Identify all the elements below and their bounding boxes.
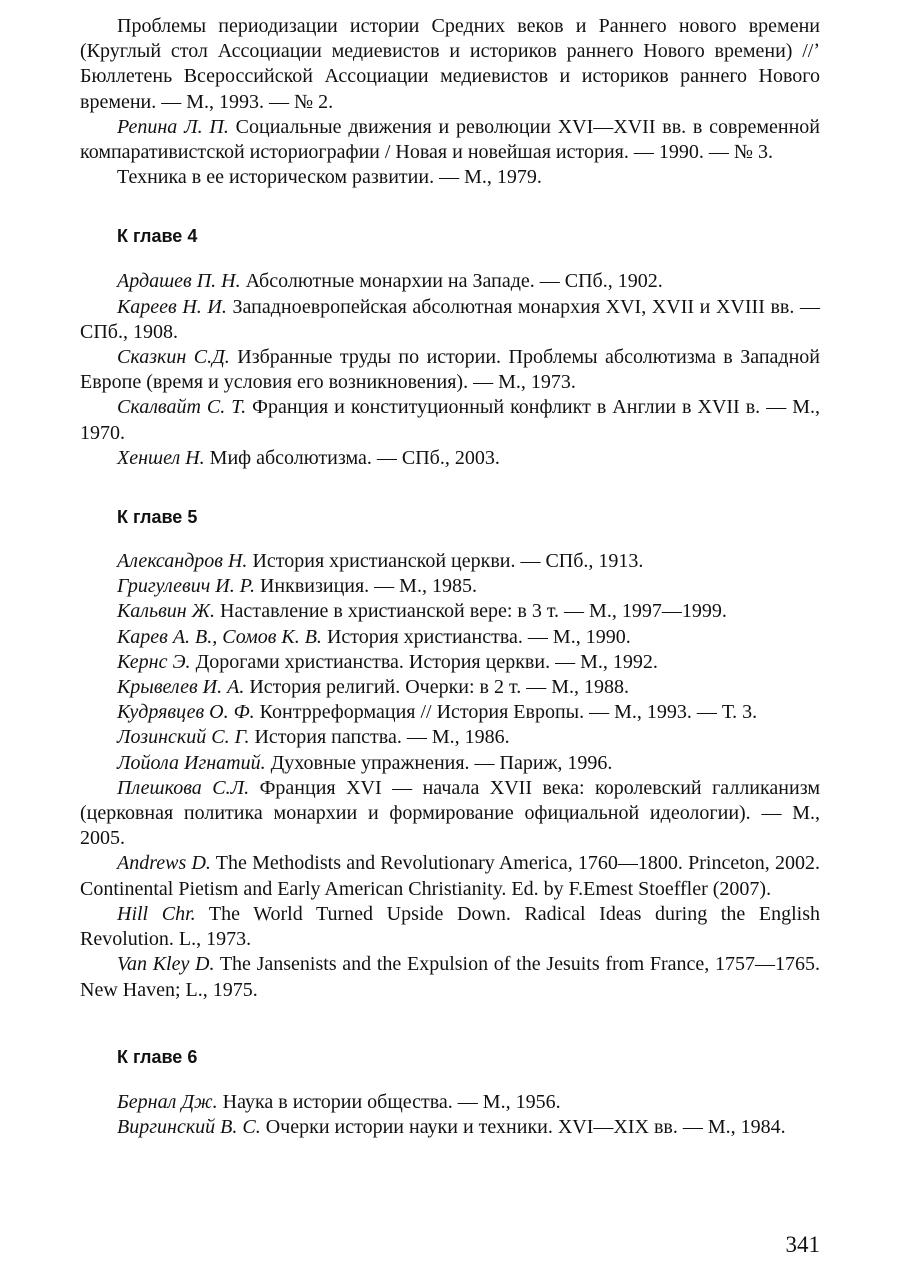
bibliography-entry <box>80 14 820 115</box>
section-chapter-5 <box>80 507 820 1003</box>
bibliography-entry <box>80 1115 820 1140</box>
bibliography-entry <box>80 446 820 471</box>
entry-author: Лозинский С. Г. <box>117 726 250 749</box>
entry-author: Виргинский В. С. <box>117 1115 261 1138</box>
bibliography-entry <box>80 625 820 650</box>
entry-author: Карев А. В., Сомов К. В. <box>117 625 322 648</box>
section-intro <box>80 14 820 190</box>
entry-text: История христианства. — М., 1990. <box>321 625 631 648</box>
entry-author: Andrews D. <box>117 852 211 875</box>
entry-author: Плешкова С.Л. <box>117 776 250 799</box>
entry-text: Социальные движения и революции XVI—XVII вв. в современной компаративистской историографии / Новая и новейшая история. — 1990. — № 3. <box>80 115 821 164</box>
bibliography-entry <box>80 776 820 852</box>
bibliography-entry <box>80 1090 820 1115</box>
entry-text: Западноевропейская абсолютная монархия XVI, XVII и XVIII вв. — СПб., 1908. <box>80 295 820 343</box>
section-heading: К главе 5 <box>117 507 198 528</box>
bibliography-entry <box>80 650 820 675</box>
bibliography-entry <box>80 675 820 700</box>
entry-author: Хеншел Н. <box>117 446 205 469</box>
entry-text: Проблемы периодизации истории Средних веков и Раннего нового времени (Круглый стол Ассоциации медиевистов и историков раннего Нового времени) //ʼ Бюллетень Всероссийской Ассоциации медиевистов и историков раннего Нового времени. — М., 1993. — № 2. <box>80 15 820 113</box>
entry-author: Кудрявцев О. Ф. <box>117 701 255 724</box>
entry-text: Контрреформация // История Европы. — М., 1993. — Т. 3. <box>254 701 758 724</box>
section-chapter-6 <box>80 1047 820 1140</box>
entry-text: Франция и конституционный конфликт в Англии в XVII в. — М., 1970. <box>80 396 820 444</box>
entry-text: Дорогами христианства. История церкви. — М., 1992. <box>190 650 658 673</box>
entry-author: Лойола Игнатий. <box>117 751 266 774</box>
bibliography-page <box>80 14 820 1140</box>
entry-author: Ардашев П. Н. <box>117 270 241 293</box>
bibliography-entry <box>80 952 820 1002</box>
bibliography-entry <box>80 295 820 345</box>
entry-text: История папства. — М., 1986. <box>249 726 510 749</box>
entry-text: Духовные упражнения. — Париж, 1996. <box>265 751 613 774</box>
entry-author: Van Kley D. <box>117 953 215 976</box>
entry-text: История христианской церкви. — СПб., 1913. <box>247 550 644 573</box>
entry-author: Hill Chr. <box>117 902 196 925</box>
section-heading: К главе 4 <box>117 226 198 247</box>
entry-text: Франция XVI — начала XVII века: королевский галликанизм (церковная политика монархии и формирование официальной идеологии). — М., 2005. <box>80 776 820 850</box>
entry-text: The World Turned Upside Down. Radical Ideas during the English Revolution. L., 1973. <box>80 902 820 951</box>
entry-text: Миф абсолютизма. — СПб., 2003. <box>204 446 500 469</box>
entry-text: История религий. Очерки: в 2 т. — М., 1988. <box>244 676 630 699</box>
bibliography-entry <box>80 902 820 952</box>
entry-text: The Methodists and Revolutionary America, 1760—1800. Princeton, 2002. Continental Pietism and Early American Christianity. Ed. by F.Emest Stoeffler (2007). <box>80 852 820 900</box>
entry-text: Техника в ее историческом развитии. — М., 1979. <box>117 166 542 189</box>
entry-text: Инквизиция. — М., 1985. <box>254 575 477 598</box>
section-heading: К главе 6 <box>117 1046 198 1067</box>
entry-author: Александров Н. <box>117 550 248 573</box>
entry-text: Наставление в христианской вере: в 3 т. — М., 1997—1999. <box>215 600 727 623</box>
entry-author: Сказкин С.Д. <box>117 346 230 369</box>
section-chapter-4 <box>80 226 820 471</box>
bibliography-entry <box>80 700 820 725</box>
bibliography-entry <box>80 395 820 445</box>
entry-author: Григулевич И. Р. <box>117 575 255 598</box>
entry-text: Избранные труды по истории. Проблемы абсолютизма в Западной Европе (время и условия его возникновения). — М., 1973. <box>80 346 820 394</box>
bibliography-entry <box>80 549 820 574</box>
bibliography-entry <box>80 574 820 599</box>
bibliography-entry <box>80 165 820 190</box>
entry-author: Репина Л. П. <box>117 115 229 138</box>
bibliography-entry <box>80 725 820 750</box>
bibliography-entry <box>80 115 820 165</box>
entry-author: Крывелев И. А. <box>117 676 245 699</box>
entry-author: Бернал Дж. <box>117 1090 218 1113</box>
entry-text: Наука в истории общества. — М., 1956. <box>217 1090 561 1113</box>
bibliography-entry <box>80 751 820 776</box>
entry-author: Кареев Н. И. <box>117 295 227 318</box>
entry-text: Очерки истории науки и техники. XVI—XIX вв. — М., 1984. <box>260 1115 786 1138</box>
bibliography-entry <box>80 345 820 395</box>
entry-text: Абсолютные монархии на Западе. — СПб., 1902. <box>240 270 663 293</box>
entry-text: The Jansenists and the Expulsion of the Jesuits from France, 1757—1765. New Haven; L., 1975. <box>80 953 820 1001</box>
page-number: 341 <box>785 1232 820 1257</box>
bibliography-entry <box>80 269 820 294</box>
entry-author: Скалвайт С. Т. <box>117 396 247 419</box>
bibliography-entry <box>80 599 820 624</box>
entry-author: Кальвин Ж. <box>117 600 216 623</box>
bibliography-entry <box>80 851 820 901</box>
entry-author: Кернс Э. <box>117 650 191 673</box>
